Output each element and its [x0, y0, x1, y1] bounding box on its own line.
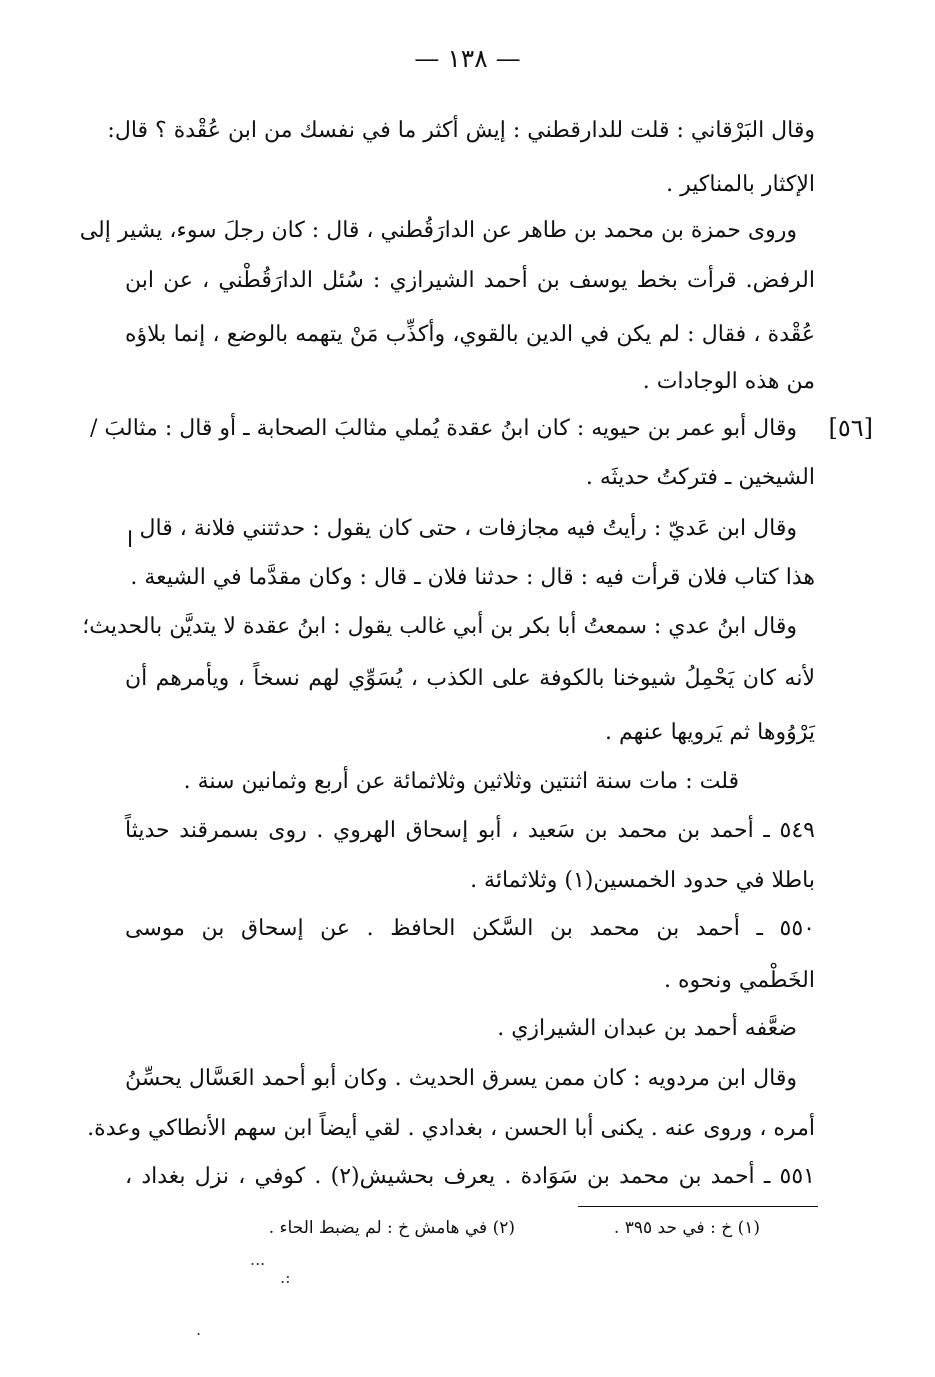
entry-550: ٥٥٠ ـ أحمد بن محمد بن السَّكن الحافظ . عن إسحاق بن موسى	[125, 916, 815, 941]
text-line: الإكثار بالمناكير .	[666, 172, 815, 197]
text-line: عُقْدة ، فقال : لم يكن في الدين بالقوي، وأكذِّب مَنْ يتهمه بالوضع ، إنما بلاؤه	[125, 322, 815, 347]
footnote-rule	[578, 1206, 818, 1207]
text-line: أمره ، وروى عنه . يكنى أبا الحسن ، بغدادي . لقي أيضاً ابن سهم الأنطاكي وعدة.	[87, 1116, 815, 1141]
text-line: باطلا في حدود الخمسين(١) وثلاثمائة .	[470, 868, 815, 893]
scan-dots: ...	[250, 1250, 266, 1269]
footnote-1: (١) خ : في حد ٣٩٥ .	[613, 1218, 760, 1238]
text-line: الشيخين ـ فتركتُ حديثَه .	[585, 465, 815, 490]
text-line: وروى حمزة بن محمد بن طاهر عن الدارَقُطني ، قال : كان رجلَ سوء، يشير إلى	[79, 218, 797, 243]
text-line: وقال ابنُ عدي : سمعتُ أبا بكر بن أبي غالب يقول : ابنُ عقدة لا يتديَّن بالحديث؛	[82, 614, 797, 639]
text-line: الرفض. قرأت بخط يوسف بن أحمد الشيرازي : سُئل الدارَقُطْني ، عن ابن	[125, 268, 815, 293]
text-line: لأنه كان يَحْمِلُ شيوخنا بالكوفة على الكذب ، يُسَوِّي لهم نسخاً ، ويأمرهم أن	[125, 666, 815, 691]
scan-dots: .	[196, 1320, 202, 1339]
margin-marker: [٥٦]	[828, 414, 873, 442]
entry-551: ٥٥١ ـ أحمد بن محمد بن سَوَادة . يعرف بحشيش(٢) . كوفي ، نزل بغداد ،	[125, 1164, 815, 1189]
text-line: هذا كتاب فلان قرأت فيه : قال : حدثنا فلان ـ قال : وكان مقدَّما في الشيعة .	[130, 565, 815, 590]
entry-549: ٥٤٩ ـ أحمد بن محمد بن سَعيد ، أبو إسحاق الهروي . روى بسمرقند حديثاً	[125, 818, 815, 843]
text-line: وقال أبو عمر بن حيويه : كان ابنُ عقدة يُملي مثالبَ الصحابة ـ أو قال : مثالبَ /	[90, 416, 797, 441]
stray-mark: ا	[127, 528, 134, 553]
footnote-2: (٢) في هامش خ : لم يضبط الحاء .	[268, 1218, 515, 1238]
text-line: من هذه الوجادات .	[642, 369, 815, 394]
text-line: وقال ابن مردويه : كان ممن يسرق الحديث . وكان أبو أحمد العَسَّال يحسِّنُ	[125, 1066, 797, 1091]
text-line: وقال البَرْقاني : قلت للدارقطني : إيش أكثر ما في نفسك من ابن عُقْدة ؟ قال:	[107, 118, 815, 143]
text-line: الخَطْمي ونحوه .	[664, 968, 815, 993]
text-line: قلت : مات سنة اثنتين وثلاثين وثلاثمائة عن أربع وثمانين سنة .	[183, 769, 739, 794]
text-line: يَرْوُوها ثم يَرويها عنهم .	[605, 720, 815, 745]
scan-dots: .:	[280, 1268, 291, 1287]
text-line: ضعَّفه أحمد بن عبدان الشيرازي .	[497, 1016, 797, 1041]
text-line: وقال ابن عَديّ : رأيتُ فيه مجازفات ، حتى كان يقول : حدثتني فلانة ، قال	[139, 516, 797, 541]
page-number: — ١٣٨ —	[414, 44, 521, 73]
